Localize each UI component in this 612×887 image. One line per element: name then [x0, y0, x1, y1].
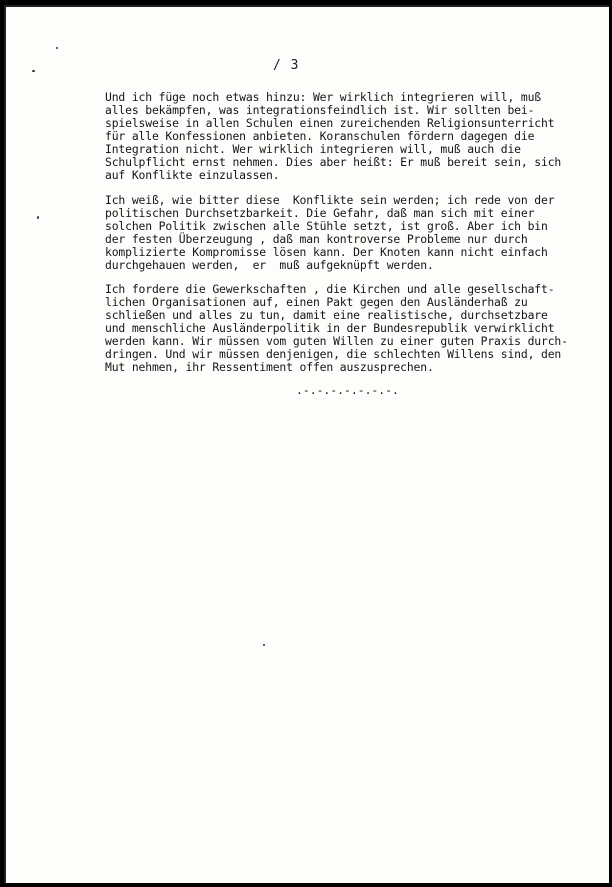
scan-speck — [37, 216, 39, 219]
text-line: dringen. Und wir müssen denjenigen, die schlechten Willens sind, den — [105, 347, 562, 361]
text-line: und menschliche Ausländerpolitik in der Bundesrepublik verwirklicht — [105, 321, 555, 335]
scan-speck — [32, 70, 35, 72]
document-page — [4, 5, 609, 883]
text-line: lichen Organisationen auf, einen Pakt gegen den Ausländerhaß zu — [105, 295, 528, 309]
text-line: Integration nicht. Wer wirklich integrieren will, muß auch die — [105, 142, 521, 156]
text-line: durchgehauen werden, er muß aufgeknüpft werden. — [105, 258, 434, 272]
paragraph-2 — [105, 194, 611, 272]
scan-speck — [263, 644, 265, 646]
text-line: für alle Konfessionen anbieten. Koranschulen fördern dagegen die — [105, 129, 535, 143]
scan-speck — [56, 47, 58, 49]
text-line: alles bekämpfen, was integrationsfeindlich ist. Wir sollten bei- — [105, 103, 535, 117]
text-line: auf Konflikte einzulassen. — [105, 168, 280, 182]
page-number: / 3 — [273, 58, 300, 73]
text-line: Schulpflicht ernst nehmen. Dies aber heißt: Er muß bereit sein, sich — [105, 155, 562, 169]
text-line: spielsweise in allen Schulen einen zureichenden Religionsunterricht — [105, 116, 555, 130]
section-separator: .-.-.-.-.-.-.-. — [296, 383, 399, 397]
text-line: Mut nehmen, ihr Ressentiment offen auszusprechen. — [105, 360, 434, 374]
text-line: schließen und alles zu tun, damit eine realistische, durchsetzbare — [105, 308, 548, 322]
text-line: politischen Durchsetzbarkeit. Die Gefahr, daß man sich mit einer — [105, 206, 535, 220]
text-line: werden kann. Wir müssen vom guten Willen zu einer guten Praxis durch- — [105, 334, 568, 348]
text-line: Ich fordere die Gewerkschaften , die Kirchen und alle gesellschaft- — [105, 282, 555, 296]
text-line: Ich weiß, wie bitter diese Konflikte sein werden; ich rede von der — [105, 193, 555, 207]
text-line: komplizierte Kompromisse lösen kann. Der Knoten kann nicht einfach — [105, 245, 548, 259]
text-line: der festen Überzeugung , daß man kontroverse Probleme nur durch — [105, 232, 528, 246]
text-line: Und ich füge noch etwas hinzu: Wer wirklich integrieren will, muß — [105, 90, 542, 104]
paragraph-3 — [105, 283, 611, 374]
paragraph-1 — [105, 91, 611, 182]
text-line: solchen Politik zwischen alle Stühle setzt, ist groß. Aber ich bin — [105, 219, 548, 233]
